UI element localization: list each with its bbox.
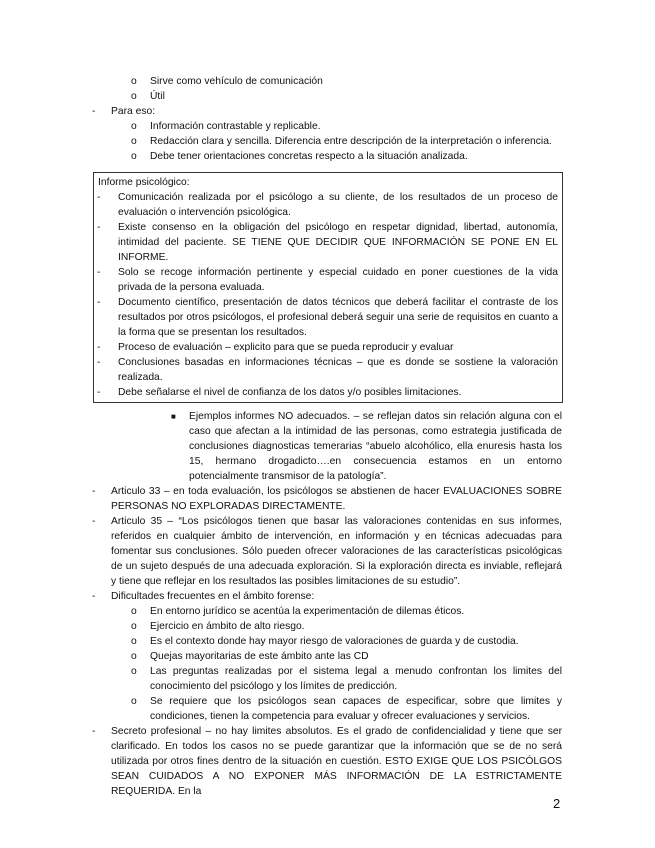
list-item-text: Es el contexto donde hay mayor riesgo de valoraciones de guarda y de custodia. — [150, 636, 519, 647]
informe-box-title: Informe psicológico: — [98, 177, 190, 188]
dash-bullet-icon: - — [97, 192, 101, 203]
circle-bullet-icon: o — [131, 651, 137, 662]
circle-bullet-icon: o — [131, 136, 137, 147]
dificultades-label: Dificultades frecuentes en el ámbito forense: — [111, 591, 315, 602]
list-item-text: Existe consenso en la obligación del psicólogo en respetar dignidad, libertad, autonomía, intimidad del paciente. SE TIENE QUE DECIDIR QUE INFORMACIÓN SE PONE EN EL INFORME. — [118, 222, 558, 263]
list-item — [0, 149, 655, 164]
circle-bullet-icon: o — [131, 76, 137, 87]
list-item — [0, 724, 655, 799]
document-body — [0, 74, 655, 799]
articulo-35-text: Articulo 35 – “Los psicólogos tienen que basar las valoraciones contenidas en sus informes, referidos en cualquier ámbito de intervención, en información y en técnicas adecuadas para fomentar sus conclusiones. Sólo pueden ofrecer valoraciones de las características psicológicas de un sujeto después de una adecuada exploración. Si la exploración directa es inviable, reflejará y tiene que reflejar en los resultados las posibles limitaciones de su estudio”. — [111, 516, 562, 587]
list-item — [0, 514, 655, 589]
list-item — [0, 619, 655, 634]
list-item — [94, 385, 558, 400]
circle-bullet-icon: o — [131, 121, 137, 132]
para-eso-label: Para eso: — [111, 106, 156, 117]
dash-bullet-icon: - — [92, 516, 96, 527]
circle-bullet-icon: o — [131, 91, 137, 102]
list-item-text: Las preguntas realizadas por el sistema legal a menudo confrontan los limites del conocimiento del psicólogo y los límites de predicción. — [150, 666, 562, 692]
list-item — [0, 664, 655, 694]
dash-bullet-icon: - — [97, 387, 101, 398]
secreto-text: Secreto profesional – no hay limites absolutos. Es el grado de confidencialidad y tiene que ser clarificado. En todos los casos no se puede garantizar que la información que se de no será utilizada por otros fines dentro de la situación en cuestión. ESTO EXIGE QUE LOS PSICÓLGOS SEAN CUIDADOS A NO EXPONER MÁS INFORMACIÓN DE LA ESTRICTAMENTE REQUERIDA. En la — [111, 726, 562, 797]
dash-bullet-icon: - — [92, 726, 96, 737]
list-item-text: Proceso de evaluación – explicito para que se pueda reproducir y evaluar — [118, 342, 454, 353]
list-item — [0, 604, 655, 619]
dash-bullet-icon: - — [92, 486, 96, 497]
list-item — [0, 89, 655, 104]
circle-bullet-icon: o — [131, 666, 137, 677]
circle-bullet-icon: o — [131, 636, 137, 647]
square-bullet-icon: ■ — [171, 412, 176, 421]
ejemplos-text: Ejemplos informes NO adecuados. – se reflejan datos sin relación alguna con el caso que afectan a la intimidad de las personas, como estrategia justificada de conclusiones diagnosticas temerarias “abuelo alcohólico, ella enuresis hasta los 15, hermano drogadicto….en consecuencia estamos en un entorno potencialmente transmisor de la patología”. — [189, 411, 562, 482]
dash-bullet-icon: - — [97, 357, 101, 368]
list-item-text: Quejas mayoritarias de este ámbito ante las CD — [150, 651, 369, 662]
circle-bullet-icon: o — [131, 696, 137, 707]
list-item-text: Solo se recoge información pertinente y especial cuidado en poner cuestiones de la vida privada de la persona evaluada. — [118, 267, 558, 293]
list-item — [0, 119, 655, 134]
dash-bullet-icon: - — [92, 591, 96, 602]
list-item-text: Se requiere que los psicólogos sean capaces de especificar, sobre que limites y condiciones, tienen la competencia para evaluar y ofrecer evaluaciones y servicios. — [150, 696, 562, 722]
list-item — [94, 220, 558, 265]
list-item — [94, 295, 558, 340]
list-item — [94, 190, 558, 220]
circle-bullet-icon: o — [131, 621, 137, 632]
list-item — [94, 340, 558, 355]
list-item-text: Útil — [150, 91, 165, 102]
circle-bullet-icon: o — [131, 606, 137, 617]
list-item — [0, 694, 655, 724]
dash-bullet-icon: - — [92, 106, 96, 117]
dash-bullet-icon: - — [97, 342, 101, 353]
informe-box — [93, 172, 563, 403]
list-item-text: Ejercicio en ámbito de alto riesgo. — [150, 621, 305, 632]
list-item-text: Sirve como vehículo de comunicación — [150, 76, 323, 87]
list-item — [0, 409, 655, 484]
list-item — [0, 484, 655, 514]
list-item — [0, 634, 655, 649]
list-item — [94, 355, 558, 385]
page-number: 2 — [553, 796, 561, 811]
list-item — [0, 589, 655, 604]
list-item-text: Redacción clara y sencilla. Diferencia entre descripción de la interpretación o inferencia. — [150, 136, 552, 147]
dash-bullet-icon: - — [97, 297, 101, 308]
dash-bullet-icon: - — [97, 267, 101, 278]
list-item — [0, 134, 655, 149]
articulo-33-text: Articulo 33 – en toda evaluación, los psicólogos se abstienen de hacer EVALUACIONES SOBRE PERSONAS NO EXPLORADAS DIRECTAMENTE. — [111, 486, 562, 512]
list-item — [94, 265, 558, 295]
list-item — [0, 74, 655, 89]
list-item-text: Documento científico, presentación de datos técnicos que deberá facilitar el contraste de los resultados por otros psicólogos, el profesional deberá seguir una serie de requisitos en cuanto a la forma que se presentan los resultados. — [118, 297, 558, 338]
dash-bullet-icon: - — [97, 222, 101, 233]
circle-bullet-icon: o — [131, 151, 137, 162]
list-item-text: Información contrastable y replicable. — [150, 121, 321, 132]
list-item-text: Debe tener orientaciones concretas respecto a la situación analizada. — [150, 151, 468, 162]
list-item — [0, 649, 655, 664]
list-item-text: Conclusiones basadas en informaciones técnicas – que es donde se sostiene la valoración realizada. — [118, 357, 558, 383]
list-item — [0, 104, 655, 119]
list-item-text: Comunicación realizada por el psicólogo a su cliente, de los resultados de un proceso de evaluación o intervención psicológica. — [118, 192, 558, 218]
list-item-text: En entorno jurídico se acentúa la experimentación de dilemas éticos. — [150, 606, 465, 617]
list-item-text: Debe señalarse el nivel de confianza de los datos y/o posibles limitaciones. — [118, 387, 462, 398]
